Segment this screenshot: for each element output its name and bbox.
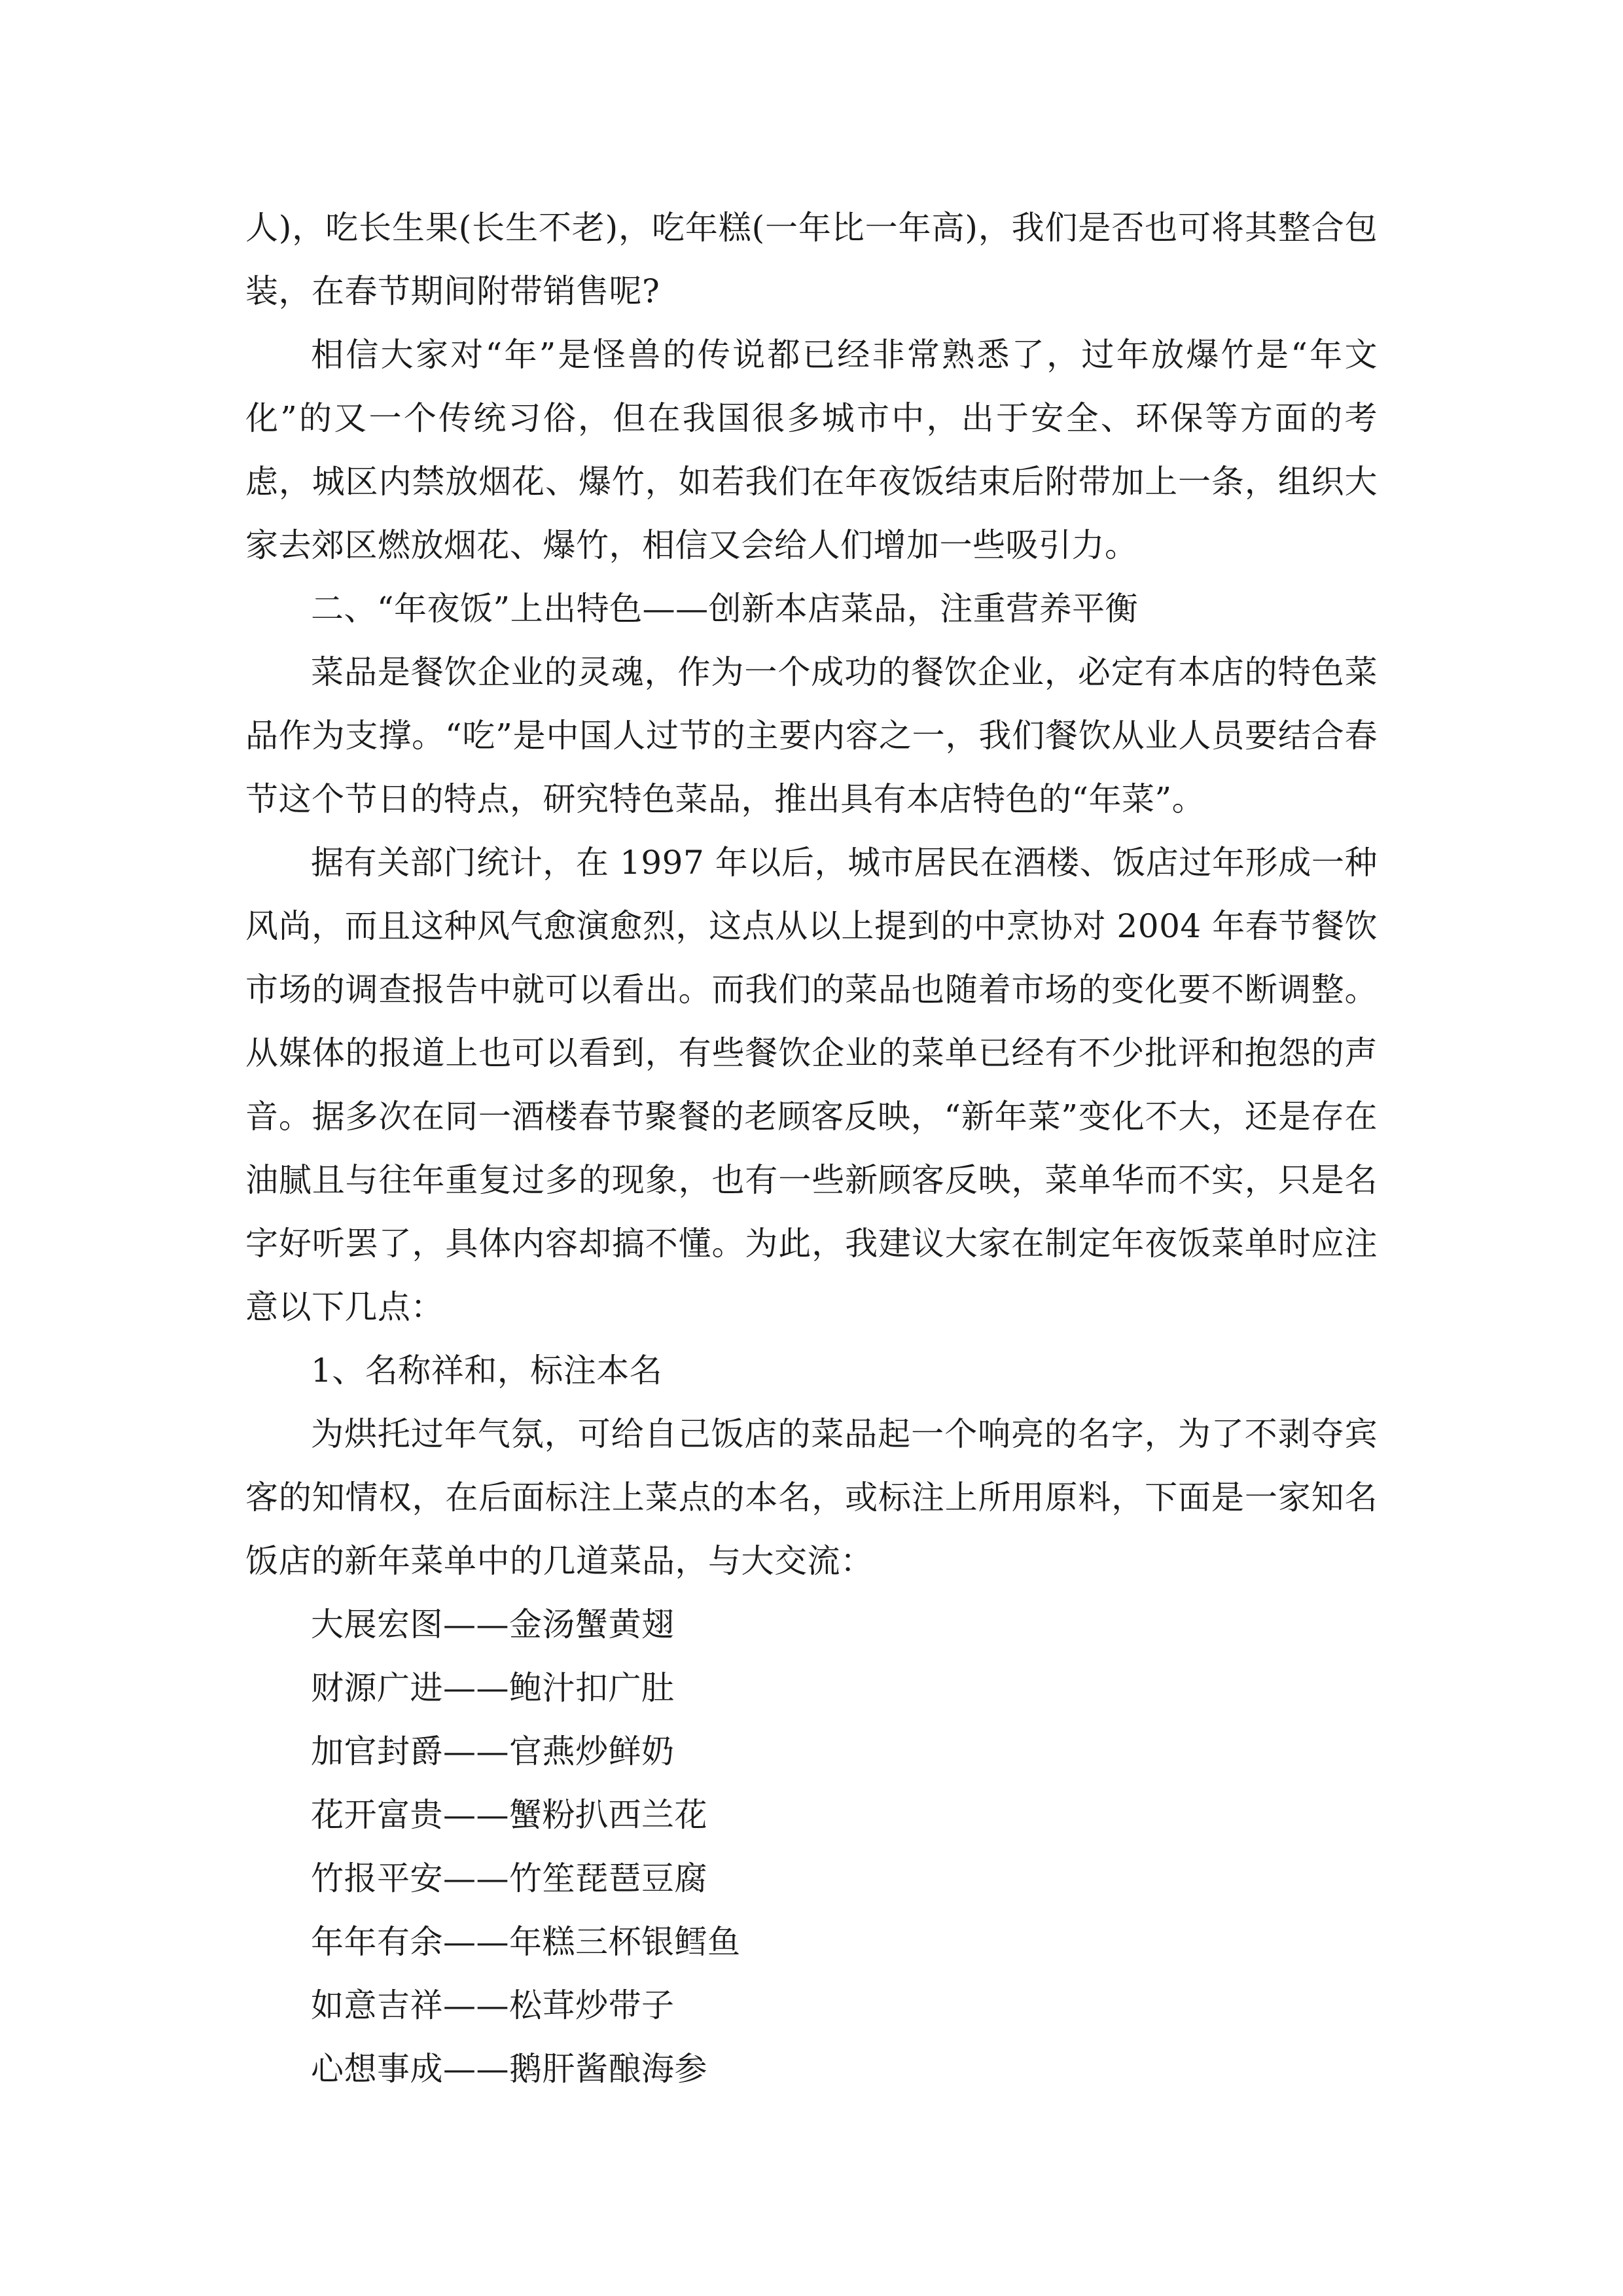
paragraph-fireworks: 相信大家对“年”是怪兽的传说都已经非常熟悉了，过年放爆竹是“年文化”的又一个传统习俗，但在我国很多城市中，出于安全、环保等方面的考虑，城区内禁放烟花、爆竹，如若我们在年夜饭结束后附带加上一条，组织大家去郊区燃放烟花、爆竹，相信又会给人们增加一些吸引力。 [245,336,1378,564]
menu-item: 大展宏图——金汤蟹黄翅 [311,1605,675,1643]
menu-item: 竹报平安——竹笙琵琶豆腐 [311,1859,707,1897]
menu-list [245,1593,1378,2101]
paragraph-statistics: 据有关部门统计，在 1997 年以后，城市居民在酒楼、饭店过年形成一种风尚，而且这种风气愈演愈烈，这点从以上提到的中烹协对 2004 年春节餐饮市场的调查报告中就可以看出。而我们的菜品也随着市场的变化要不断调整。从媒体的报道上也可以看到，有些餐饮企业的菜单已经有不少批评和抱怨的声音。据多次在同一酒楼春节聚餐的老顾客反映，“新年菜”变化不大，还是存在油腻且与往年重复过多的现象，也有一些新顾客反映，菜单华而不实，只是名字好听罢了，具体内容却搞不懂。为此，我建议大家在制定年夜饭菜单时应注意以下几点： [245,844,1378,1326]
menu-item: 如意吉祥——松茸炒带子 [311,1986,675,2024]
document-body [245,196,1378,2101]
menu-item: 加官封爵——官燕炒鲜奶 [311,1732,675,1770]
paragraph-dishes-soul: 菜品是餐饮企业的灵魂，作为一个成功的餐饮企业，必定有本店的特色菜品作为支撑。“吃”是中国人过节的主要内容之一，我们餐饮从业人员要结合春节这个节日的特点，研究特色菜品，推出具有本店特色的“年菜”。 [245,653,1378,818]
menu-item: 年年有余——年糕三杯银鳕鱼 [311,1923,741,1961]
menu-item: 财源广进——鲍汁扣广肚 [311,1669,675,1707]
menu-item: 花开富贵——蟹粉扒西兰花 [311,1796,707,1834]
paragraph-naming: 为烘托过年气氛，可给自己饭店的菜品起一个响亮的名字，为了不剥夺宾客的知情权，在后面标注上菜点的本名，或标注上所用原料，下面是一家知名饭店的新年菜单中的几道菜品，与大交流： [245,1415,1378,1580]
section-heading-dishes: 二、“年夜饭”上出特色——创新本店菜品，注重营养平衡 [311,590,1139,628]
subheading-naming: 1、名称祥和，标注本名 [311,1352,663,1390]
paragraph-continuation: 人)，吃长生果(长生不老)，吃年糕(一年比一年高)，我们是否也可将其整合包装，在春节期间附带销售呢? [245,209,1378,310]
menu-item: 心想事成——鹅肝酱酿海参 [311,2050,707,2088]
